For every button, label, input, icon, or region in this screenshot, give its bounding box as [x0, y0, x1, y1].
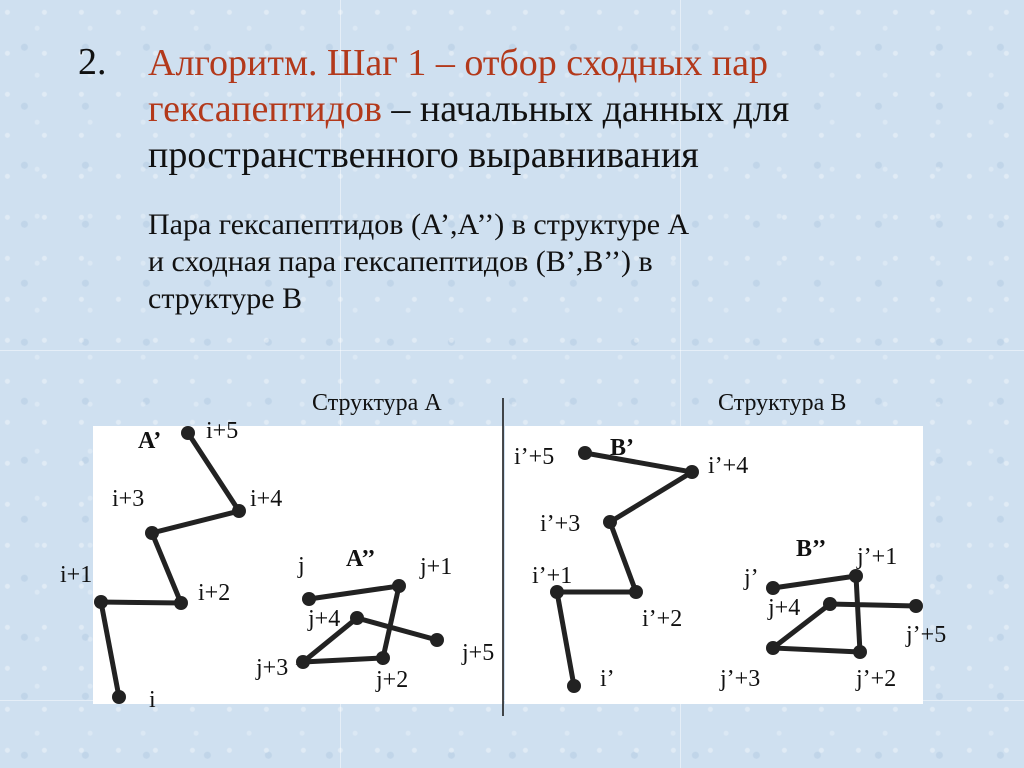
chain-b1-bonds: [557, 453, 692, 686]
atom-label: j+3: [256, 655, 289, 681]
atom: [112, 690, 126, 704]
chain-name-b1: В’: [610, 435, 634, 461]
atom: [232, 504, 246, 518]
chain-name-a2: А’’: [346, 546, 376, 572]
atom-label: i’+1: [532, 563, 573, 589]
description-line: и сходная пара гексапептидов (В’,В’’) в: [148, 245, 653, 278]
atom-label: j+4: [308, 606, 341, 632]
atom: [392, 579, 406, 593]
atom: [376, 651, 390, 665]
atom: [685, 465, 699, 479]
chain-name-b2: В’’: [796, 536, 827, 562]
atom: [94, 595, 108, 609]
atom: [181, 426, 195, 440]
chain-a1-bonds: [101, 433, 239, 697]
atom: [629, 585, 643, 599]
atom-label: i+3: [112, 486, 145, 512]
atom-label: i+2: [198, 580, 231, 606]
atom: [145, 526, 159, 540]
atom-label: j+1: [420, 554, 453, 580]
atom: [174, 596, 188, 610]
atom: [849, 569, 863, 583]
atom-label: j’+1: [857, 544, 898, 570]
atom-label: j+4: [768, 595, 801, 621]
caption-structure-a: Структура А: [312, 390, 442, 416]
atom: [296, 655, 310, 669]
heading-accent: Алгоритм. Шаг 1 – отбор сходных пар гексапептидов: [148, 42, 768, 130]
slide-number: 2.: [78, 41, 107, 83]
atom: [603, 515, 617, 529]
atom-label: i+5: [206, 418, 239, 444]
atom: [853, 645, 867, 659]
atom-label: i’: [600, 666, 615, 692]
caption-structure-b: Структура В: [718, 390, 847, 416]
atom: [766, 641, 780, 655]
description-line: Пара гексапептидов (А’,А’’) в структуре А: [148, 208, 690, 241]
atom-label: j’: [744, 565, 759, 591]
atom-label: j+2: [376, 667, 409, 693]
atom: [430, 633, 444, 647]
atom: [823, 597, 837, 611]
atom: [578, 446, 592, 460]
atom-label: j: [298, 553, 305, 579]
atom-label: j’+3: [720, 666, 761, 692]
atom-label: j+5: [462, 640, 495, 666]
chain-a1-atoms: [94, 426, 246, 704]
chain-name-a1: А’: [138, 428, 162, 454]
atom-label: i: [149, 687, 156, 713]
atom-label: i’+3: [540, 511, 581, 537]
atom: [350, 611, 364, 625]
atom: [302, 592, 316, 606]
atom-label: i’+2: [642, 606, 683, 632]
atom-label: i+1: [60, 562, 93, 588]
atom-label: j’+5: [906, 622, 947, 648]
atom: [909, 599, 923, 613]
description-line: структуре В: [148, 282, 303, 315]
atom-label: j’+2: [856, 666, 897, 692]
atom: [766, 581, 780, 595]
atom-label: i+4: [250, 486, 283, 512]
atom: [567, 679, 581, 693]
atom-label: i’+5: [514, 444, 555, 470]
atom-label: i’+4: [708, 453, 749, 479]
heading-rest: – начальных данных для пространственного выравнивания: [148, 88, 790, 176]
